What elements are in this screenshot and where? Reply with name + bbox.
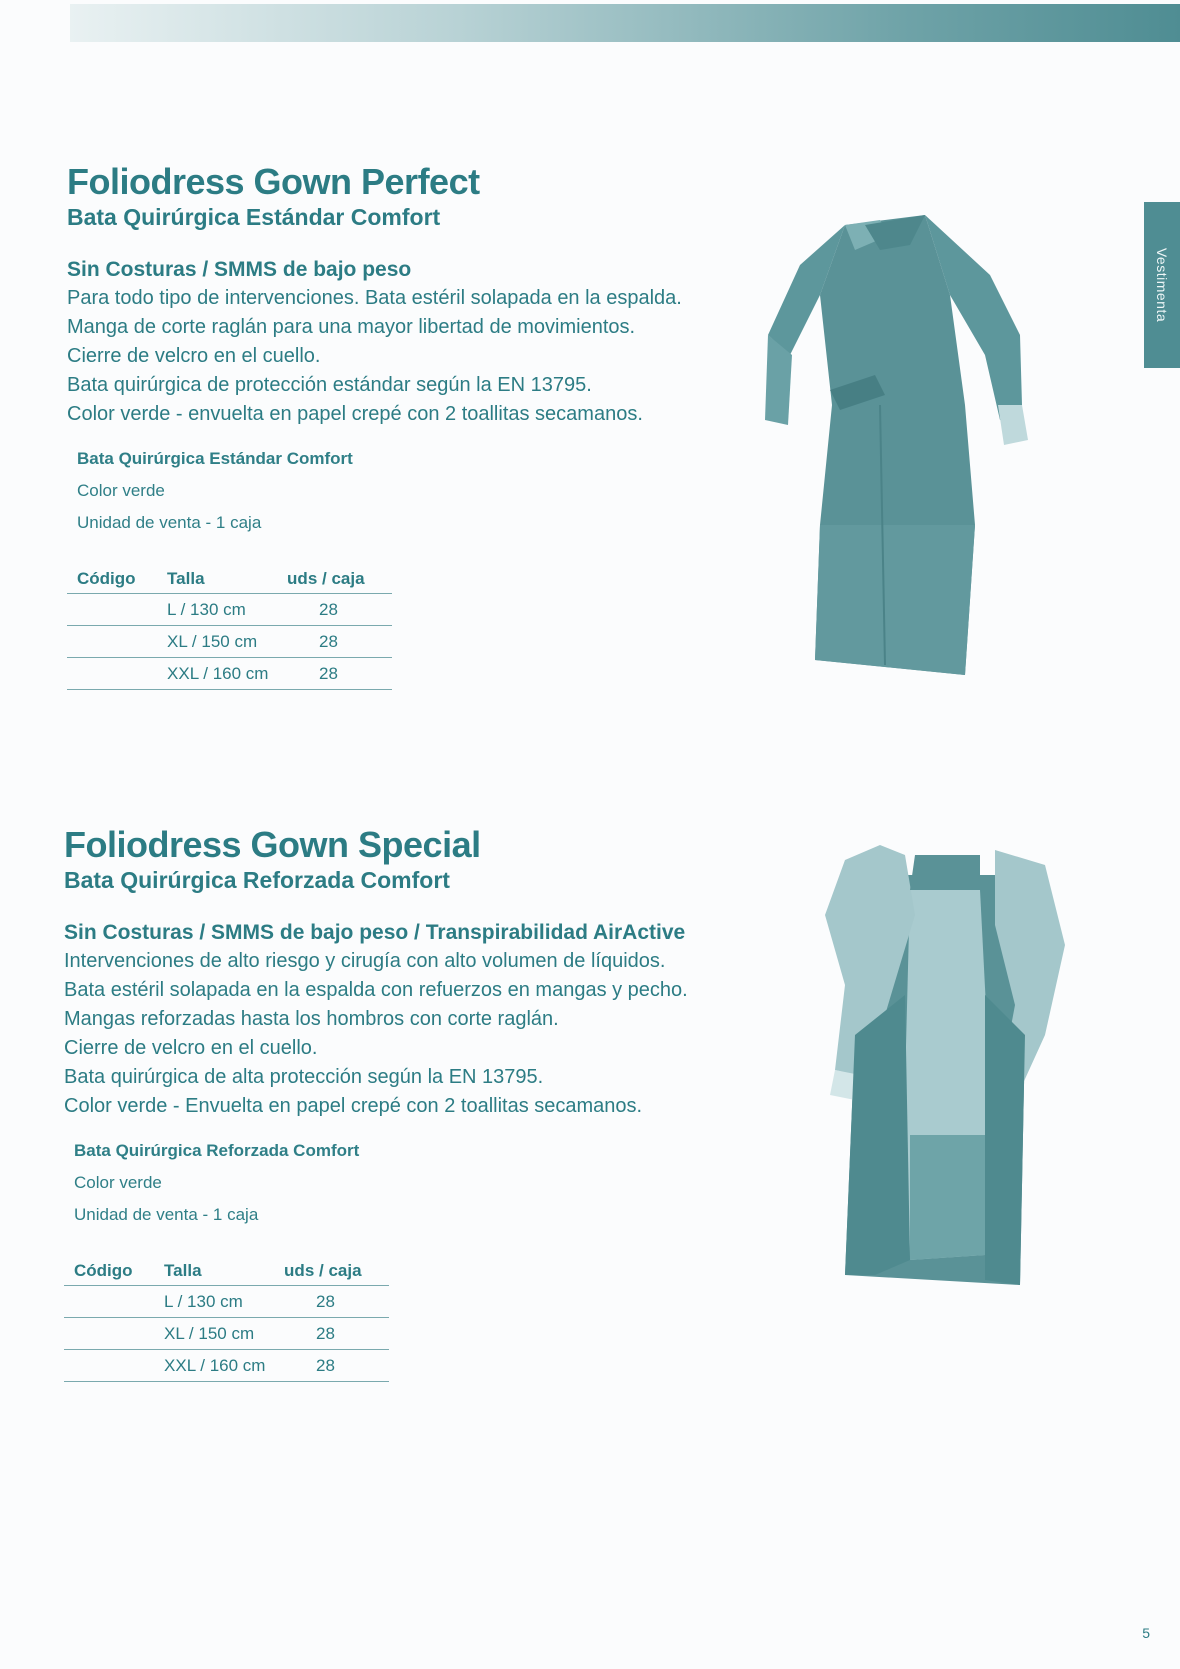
header-decor-band (70, 4, 1180, 42)
table-row (67, 658, 392, 690)
product-section-special (64, 825, 704, 1382)
cell-talla: XXL / 160 cm (154, 1350, 274, 1382)
product-title: Foliodress Gown Special (64, 824, 481, 865)
header-talla: Talla (157, 565, 277, 594)
info-color: Color verde (77, 481, 165, 500)
description-line: Bata estéril solapada en la espalda con refuerzos en mangas y pecho. (64, 979, 688, 1001)
product-subtitle: Bata Quirúrgica Estándar Comfort (67, 204, 441, 230)
table-row (67, 626, 392, 658)
cell-uds: 28 (274, 1350, 389, 1382)
page-number: 5 (1142, 1625, 1150, 1641)
product-section-perfect (67, 162, 707, 690)
info-block (64, 1135, 704, 1231)
header-talla: Talla (154, 1257, 274, 1286)
table-row (67, 594, 392, 626)
product-title: Foliodress Gown Perfect (67, 161, 480, 202)
cell-talla: L / 130 cm (154, 1286, 274, 1318)
product-subtitle: Bata Quirúrgica Reforzada Comfort (64, 867, 450, 893)
description-line: Cierre de velcro en el cuello. (64, 1037, 318, 1059)
description-line: Mangas reforzadas hasta los hombros con corte raglán. (64, 1008, 559, 1030)
cell-uds: 28 (277, 626, 392, 658)
table-header-row (67, 565, 392, 594)
cell-uds: 28 (274, 1318, 389, 1350)
cell-talla: L / 130 cm (157, 594, 277, 626)
description-line: Color verde - Envuelta en papel crepé con 2 toallitas secamanos. (64, 1095, 643, 1117)
gown-perfect-image (760, 205, 1105, 685)
spec-table (67, 565, 392, 690)
description-line: Color verde - envuelta en papel crepé con 2 toallitas secamanos. (67, 403, 643, 425)
description-line: Bata quirúrgica de alta protección según la EN 13795. (64, 1066, 544, 1088)
table-row (64, 1286, 389, 1318)
info-unit: Unidad de venta - 1 caja (74, 1205, 259, 1224)
cell-talla: XL / 150 cm (157, 626, 277, 658)
feature-heading: Sin Costuras / SMMS de bajo peso (67, 258, 412, 281)
cell-codigo (67, 626, 157, 658)
cell-talla: XL / 150 cm (154, 1318, 274, 1350)
cell-codigo (64, 1318, 154, 1350)
gown-special-image (815, 835, 1070, 1295)
info-color: Color verde (74, 1173, 162, 1192)
header-codigo: Código (67, 565, 157, 594)
description-line: Intervenciones de alto riesgo y cirugía con alto volumen de líquidos. (64, 950, 666, 972)
description-line: Para todo tipo de intervenciones. Bata estéril solapada en la espalda. (67, 287, 682, 309)
description-line: Manga de corte raglán para una mayor libertad de movimientos. (67, 316, 636, 338)
table-header-row (64, 1257, 389, 1286)
cell-uds: 28 (277, 594, 392, 626)
cell-codigo (64, 1350, 154, 1382)
spec-table (64, 1257, 389, 1382)
header-codigo: Código (64, 1257, 154, 1286)
side-tab[interactable] (1144, 202, 1180, 368)
header-uds: uds / caja (277, 565, 392, 594)
side-tab-label: Vestimenta (1154, 247, 1171, 323)
cell-codigo (64, 1286, 154, 1318)
description-line: Cierre de velcro en el cuello. (67, 345, 321, 367)
table-row (64, 1350, 389, 1382)
description-line: Bata quirúrgica de protección estándar según la EN 13795. (67, 374, 592, 396)
info-block (67, 443, 707, 539)
info-title: Bata Quirúrgica Estándar Comfort (77, 449, 353, 468)
cell-talla: XXL / 160 cm (157, 658, 277, 690)
table-row (64, 1318, 389, 1350)
feature-heading: Sin Costuras / SMMS de bajo peso / Transpirabilidad AirActive (64, 921, 686, 944)
cell-codigo (67, 594, 157, 626)
cell-uds: 28 (274, 1286, 389, 1318)
info-unit: Unidad de venta - 1 caja (77, 513, 262, 532)
cell-uds: 28 (277, 658, 392, 690)
header-uds: uds / caja (274, 1257, 389, 1286)
cell-codigo (67, 658, 157, 690)
info-title: Bata Quirúrgica Reforzada Comfort (74, 1141, 360, 1160)
